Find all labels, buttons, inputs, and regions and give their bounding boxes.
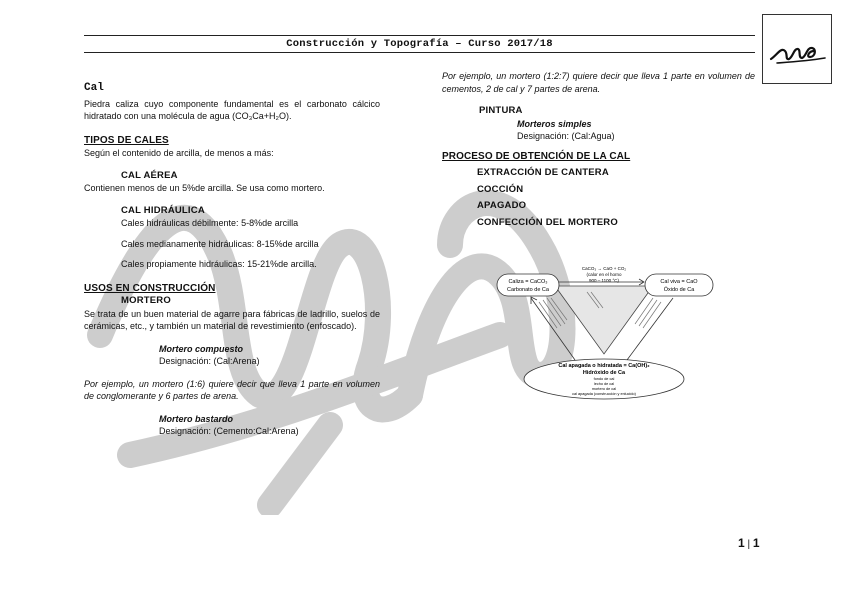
cal-apagada-line4: lecho de cal xyxy=(593,382,615,386)
term-title: Cal xyxy=(84,82,104,94)
lime-cycle-diagram xyxy=(495,262,717,402)
morteros-simples-title: Morteros simples xyxy=(517,118,592,129)
page-current: 1 xyxy=(738,536,745,550)
mortero-compuesto-title: Mortero compuesto xyxy=(159,343,244,354)
proceso-item: EXTRACCIÓN DE CANTERA xyxy=(477,167,609,178)
cal-apagada-line3: fondo de cal xyxy=(593,377,615,381)
usos-heading: USOS EN CONSTRUCCIÓN xyxy=(84,282,216,294)
page-number xyxy=(738,536,760,550)
mortero-bastardo-title: Mortero bastardo xyxy=(159,413,234,424)
morteros-simples-designacion: Designación: (Cal:Agua) xyxy=(517,131,615,141)
mortero-bastardo-designacion: Designación: (Cemento:Cal:Arena) xyxy=(159,426,299,436)
calcination-line1: CaCO₃ → CaO + CO₂ xyxy=(581,266,627,271)
cal-viva-line2: Óxido de Ca xyxy=(663,287,695,293)
cycle-triangle xyxy=(555,286,653,354)
cal-viva-line1: Cal viva = CaO xyxy=(660,279,698,285)
hidraulica-item: Cales hidráulicas débilmente: 5-8%de arcilla xyxy=(121,218,299,228)
proceso-item: CONFECCIÓN DEL MORTERO xyxy=(477,216,618,228)
calcination-line2: (calor en el horno xyxy=(586,272,622,277)
tipos-heading: TIPOS DE CALES xyxy=(84,134,169,146)
mortero-compuesto-designacion: Designación: (Cal:Arena) xyxy=(159,356,260,366)
proceso-heading: PROCESO DE OBTENCIÓN DE LA CAL xyxy=(442,150,631,162)
cal-apagada-line5: mortero de cal xyxy=(591,387,617,391)
cal-hidraulica-heading: CAL HIDRÁULICA xyxy=(121,204,205,216)
cal-aerea-text: Contienen menos de un 5%de arcilla. Se usa como mortero. xyxy=(84,183,325,193)
proceso-item: APAGADO xyxy=(477,200,527,211)
cal-apagada-line6: cal apagada (construcción y enlucido) xyxy=(572,392,636,396)
cal-aerea-heading: CAL AÉREA xyxy=(121,169,178,181)
page-total: 1 xyxy=(752,536,760,550)
hidraulica-item: Cales medianamente hidráulicas: 8-15%de arcilla xyxy=(121,238,319,249)
arrow-left-head-icon xyxy=(531,297,537,304)
mortero-text: Se trata de un buen material de agarre para fábricas de ladrillo, suelos de cerámicas, etc., y también un material de revestimiento (enfoscado). xyxy=(84,308,380,331)
arrow-left xyxy=(531,298,575,360)
signature-logo-icon xyxy=(763,15,833,85)
hidraulica-item: Cales propiamente hidráulicas: 15-21%de arcilla. xyxy=(121,259,317,269)
mortero-compuesto-example: Por ejemplo, un mortero (1:6) quiere decir que lleva 1 parte en volumen de conglomerante y 6 partes de arena. xyxy=(84,378,380,401)
caliza-line2: Carbonato de Ca xyxy=(507,287,549,293)
mortero-bastardo-example: Por ejemplo, un mortero (1:2:7) quiere decir que lleva 1 parte en volumen de cementos, 2 de cal y 7 partes de arena. xyxy=(442,71,755,94)
pintura-heading: PINTURA xyxy=(479,105,523,116)
header-top-rule xyxy=(84,35,755,36)
logo xyxy=(762,14,832,84)
cal-apagada-line2: Hidróxido de Ca xyxy=(582,370,626,376)
calcination-line3: 900 – 1100 °C) xyxy=(589,278,619,283)
page-separator: | xyxy=(744,539,753,550)
caliza-line1: Caliza = CaCO₃ xyxy=(508,279,548,285)
cal-apagada-line1: Cal apagada o hidratada = Ca(OH)₂ xyxy=(558,363,650,369)
proceso-item: COCCIÓN xyxy=(477,183,524,195)
left-column xyxy=(84,82,380,438)
header-title: Construcción y Topografía – Curso 2017/18 xyxy=(286,38,553,50)
mortero-heading: MORTERO xyxy=(121,295,171,306)
tipos-intro: Según el contenido de arcilla, de menos a más: xyxy=(84,148,274,158)
header-bottom-rule xyxy=(84,52,755,53)
right-column xyxy=(442,70,755,229)
term-definition: Piedra caliza cuyo componente fundamental es el carbonato cálcico hidratado con una molécula de agua (CO₃Ca+H₂O). xyxy=(84,98,380,121)
